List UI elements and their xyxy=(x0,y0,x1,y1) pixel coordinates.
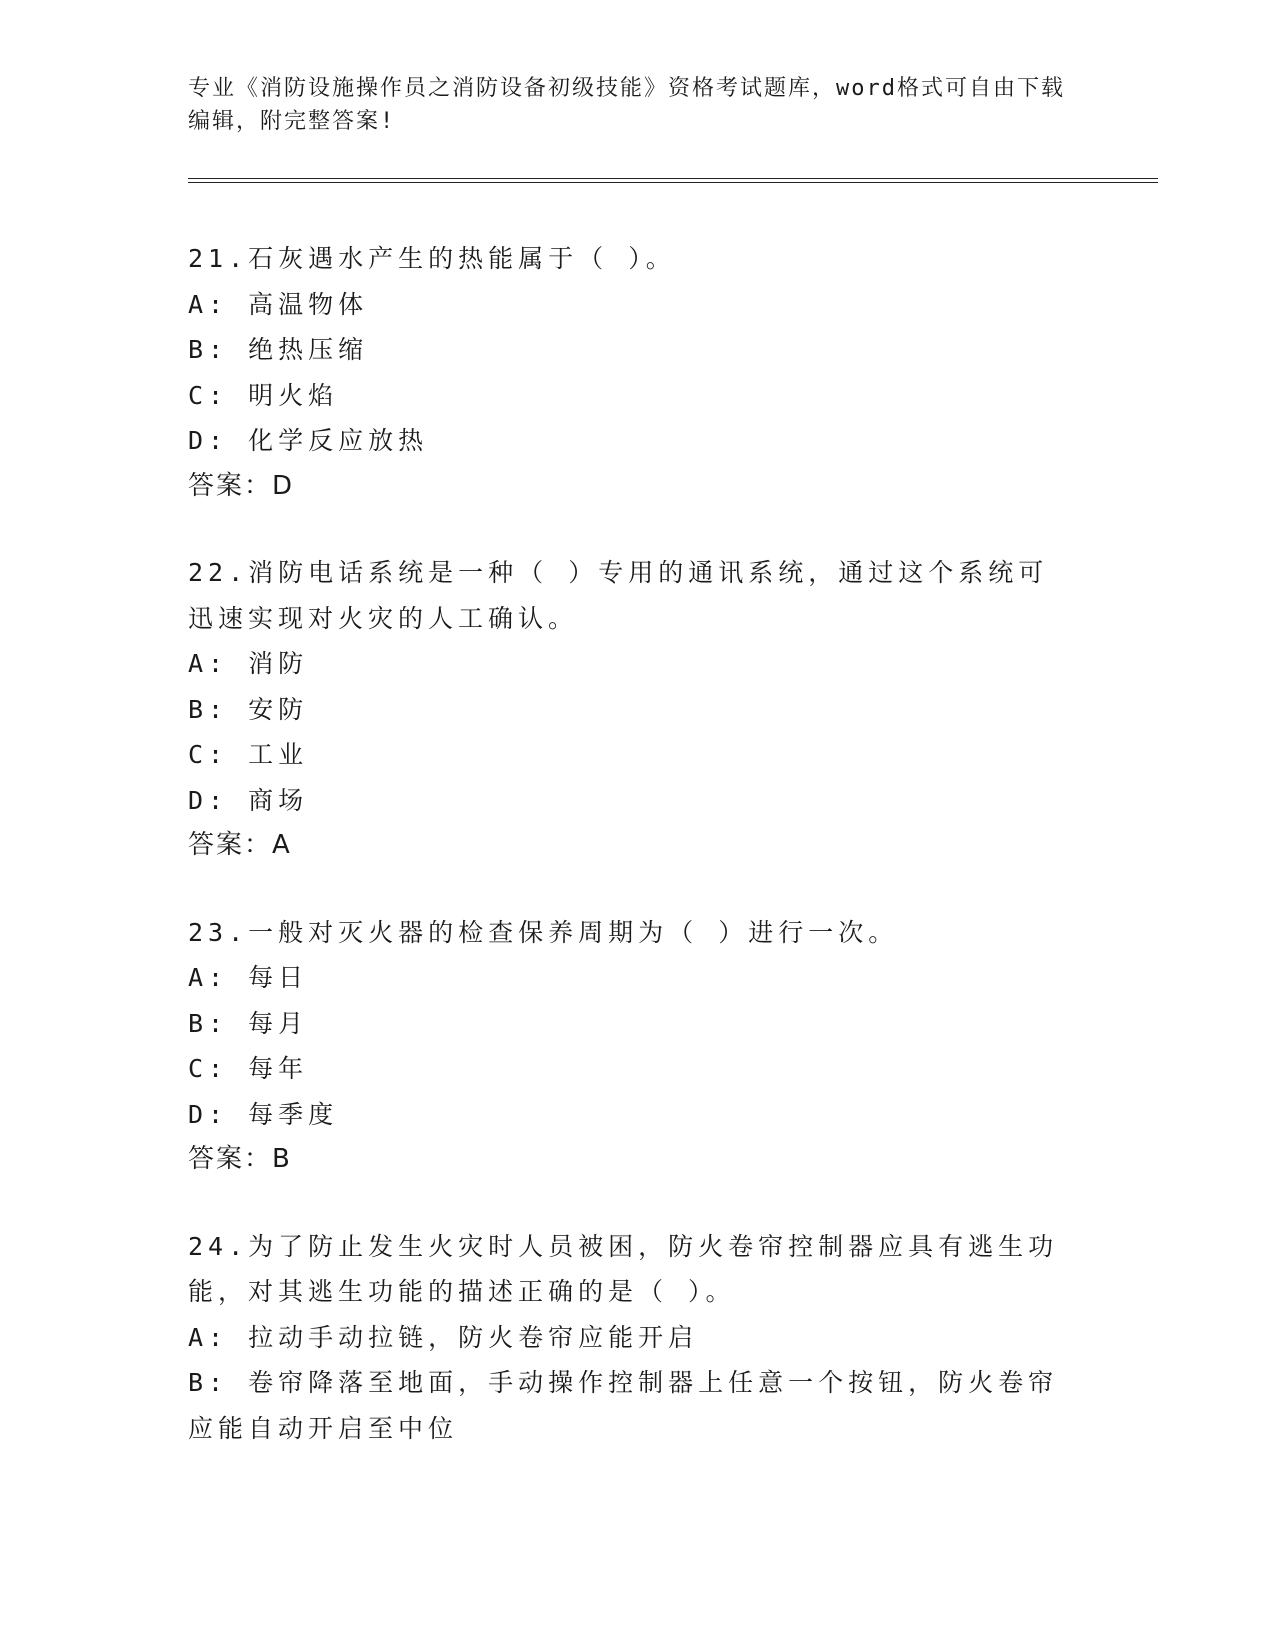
option-c: C: 工业 xyxy=(188,740,309,769)
question-22 xyxy=(188,550,1078,869)
question-stem: 23.一般对灭火器的检查保养周期为（ ）进行一次。 xyxy=(188,917,899,947)
option-d: D: 商场 xyxy=(188,785,309,815)
answer-label: 答案：A xyxy=(188,830,292,860)
question-24 xyxy=(188,1224,1078,1452)
option-b: B: 每月 xyxy=(188,1008,309,1038)
option-a: A: 每日 xyxy=(188,963,309,992)
question-23 xyxy=(188,910,1078,1183)
document-header: 专业《消防设施操作员之消防设备初级技能》资格考试题库，word格式可自由下载编辑，附完整答案! xyxy=(188,76,1065,134)
question-stem: 21.石灰遇水产生的热能属于（ ）。 xyxy=(188,244,676,273)
answer-label: 答案：D xyxy=(188,470,295,501)
option-a: A: 消防 xyxy=(188,649,309,678)
option-d: D: 每季度 xyxy=(188,1099,339,1129)
answer-label: 答案：B xyxy=(188,1144,292,1174)
question-stem: 22.消防电话系统是一种（ ）专用的通讯系统，通过这个系统可迅速实现对火灾的人工确认。 xyxy=(188,558,1049,633)
option-b: B: 安防 xyxy=(188,694,309,724)
option-b: B: 绝热压缩 xyxy=(188,335,369,364)
option-c: C: 明火焰 xyxy=(188,380,339,410)
option-c: C: 每年 xyxy=(188,1054,309,1083)
option-b: B: 卷帘降落至地面，手动操作控制器上任意一个按钮，防火卷帘应能自动开启至中位 xyxy=(188,1368,1059,1443)
option-a: A: 高温物体 xyxy=(188,289,369,319)
option-d: D: 化学反应放热 xyxy=(188,426,429,455)
header-divider xyxy=(188,178,1158,183)
question-21 xyxy=(188,236,1078,509)
option-a: A: 拉动手动拉链，防火卷帘应能开启 xyxy=(188,1322,699,1352)
question-list xyxy=(188,236,1078,1492)
question-stem: 24.为了防止发生火灾时人员被困，防火卷帘控制器应具有逃生功能，对其逃生功能的描述正确的是（ ）。 xyxy=(188,1231,1059,1306)
